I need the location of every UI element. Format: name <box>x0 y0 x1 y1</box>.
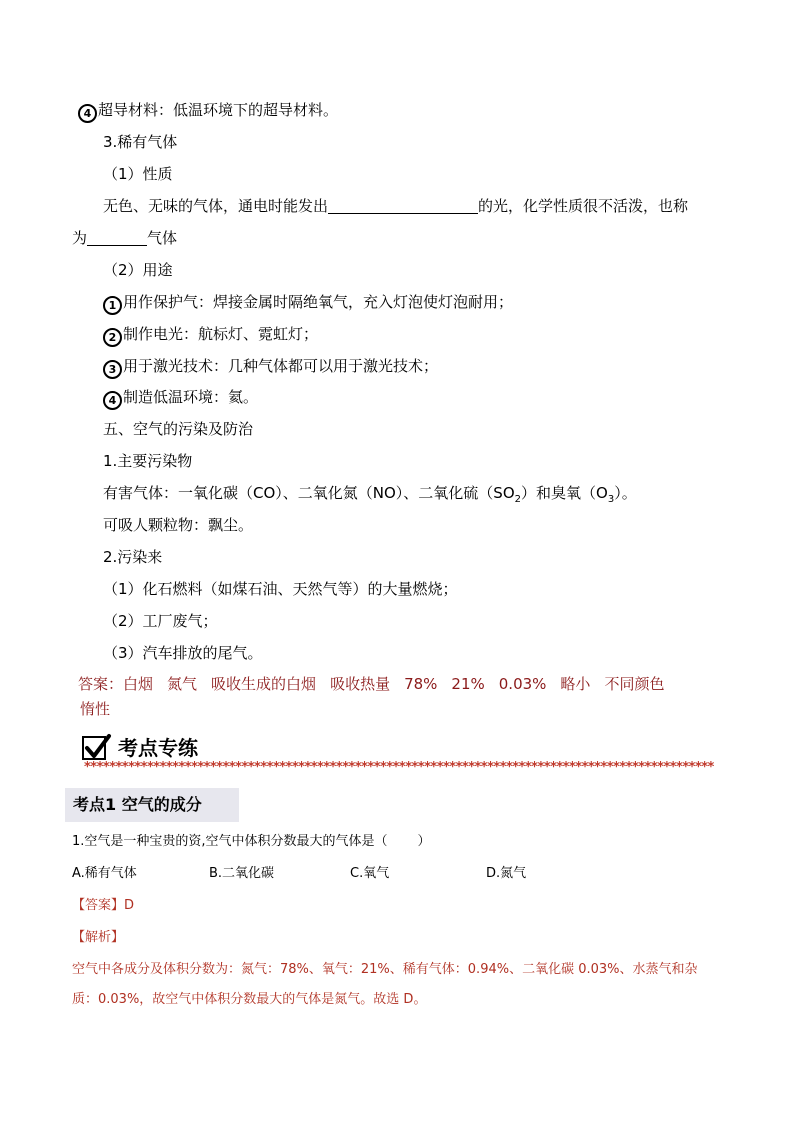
rare-gas-heading: 3.稀有气体 <box>103 133 178 151</box>
answer-row <box>72 896 134 916</box>
answer-line-2: 惰性 <box>80 700 111 718</box>
answer-item: 氮气 <box>167 675 198 693</box>
properties-label: （1）性质 <box>103 165 173 183</box>
answer-item: 78% <box>404 675 438 693</box>
option-d[interactable]: D.氮气 <box>486 866 527 881</box>
fill-blank-1[interactable] <box>328 197 478 214</box>
answer-item: 吸收生成的白烟 <box>211 675 317 693</box>
answer-item: 略小 <box>560 675 591 693</box>
answer-value: D <box>124 898 135 913</box>
source-item-1: （1）化石燃料（如煤石油、天然气等）的大量燃烧； <box>103 580 458 598</box>
use-text: 制造低温环境：氦。 <box>123 388 259 406</box>
circled-number: 3 <box>103 360 122 379</box>
use-text: 用作保护气：焊接金属时隔绝氧气，充入灯泡使灯泡耐用； <box>123 293 514 311</box>
item-4-superconductor <box>78 99 338 123</box>
answer-prefix: 答案： <box>78 675 124 693</box>
checkbox-icon <box>82 736 106 760</box>
question-stem <box>72 832 431 852</box>
source-item-2: （2）工厂废气； <box>103 612 218 630</box>
analysis-label: 【解析】 <box>72 930 125 945</box>
subscript: 2 <box>514 494 522 505</box>
text-segment: 气体 <box>147 229 178 247</box>
item-text: 超导材料：低温环境下的超导材料。 <box>98 101 339 119</box>
circled-number: 4 <box>78 104 97 123</box>
subscript: 3 <box>607 494 615 505</box>
topic-tag: 考点1 空气的成分 <box>65 788 239 822</box>
section-title: 考点专练 <box>118 736 198 760</box>
analysis-line-2: 质：0.03%，故空气中体积分数最大的气体是氮气。故选 D。 <box>72 992 427 1007</box>
answer-item: 21% <box>451 675 485 693</box>
text-segment: 无色、无味的气体，通电时能发出 <box>103 197 329 215</box>
uses-label: （2）用途 <box>103 261 173 279</box>
answer-item: 白烟 <box>123 675 154 693</box>
circled-number: 1 <box>103 296 122 315</box>
text-segment: 有害气体：一氧化碳（CO）、二氧化氮（NO）、二氧化硫（SO <box>103 484 515 502</box>
text-segment: ）。 <box>614 484 637 502</box>
circled-number: 2 <box>103 328 122 347</box>
analysis-line-1: 空气中各成分及体积分数为：氮气：78%、氧气：21%、稀有气体：0.94%、二氧化碳 0.03%、水蒸气和杂 <box>72 962 698 977</box>
answer-item: 0.03% <box>498 675 547 693</box>
main-pollutants-label: 1.主要污染物 <box>103 452 193 470</box>
pollution-heading: 五、空气的污染及防治 <box>103 420 254 438</box>
use-item-3 <box>103 355 438 379</box>
use-text: 用于激光技术：几种气体都可以用于激光技术； <box>123 357 439 375</box>
use-item-4 <box>103 386 258 410</box>
source-item-3: （3）汽车排放的尾气。 <box>103 644 263 662</box>
option-b[interactable]: B.二氧化碳 <box>209 866 275 881</box>
inhalable-particles: 可吸人颗粒物：飘尘。 <box>103 516 254 534</box>
stem-text: ） <box>417 834 431 849</box>
use-item-1 <box>103 291 513 315</box>
harmful-gases <box>103 482 637 511</box>
pollution-source-label: 2.污染来 <box>103 548 163 566</box>
properties-line-1 <box>103 195 688 217</box>
option-c[interactable]: C.氧气 <box>350 866 390 881</box>
stem-text: 1.空气是一种宝贵的资,空气中体积分数最大的气体是（ <box>72 834 388 849</box>
fill-blank-2[interactable] <box>87 229 147 246</box>
option-a[interactable]: A.稀有气体 <box>72 866 137 881</box>
answer-label: 【答案】 <box>72 898 125 913</box>
properties-line-2 <box>72 227 177 249</box>
circled-number: 4 <box>103 391 122 410</box>
star-divider: **************************************************************************************************** <box>84 760 714 775</box>
use-item-2 <box>103 323 318 347</box>
text-segment: 的光，化学性质很不活泼，也称 <box>478 197 689 215</box>
answer-item: 吸收热量 <box>330 675 391 693</box>
answer-item: 不同颜色 <box>604 675 665 693</box>
use-text: 制作电光：航标灯、霓虹灯； <box>123 325 319 343</box>
text-segment: ）和臭氧（O <box>521 484 608 502</box>
answer-line-1 <box>78 673 664 695</box>
text-segment: 为 <box>72 229 88 247</box>
